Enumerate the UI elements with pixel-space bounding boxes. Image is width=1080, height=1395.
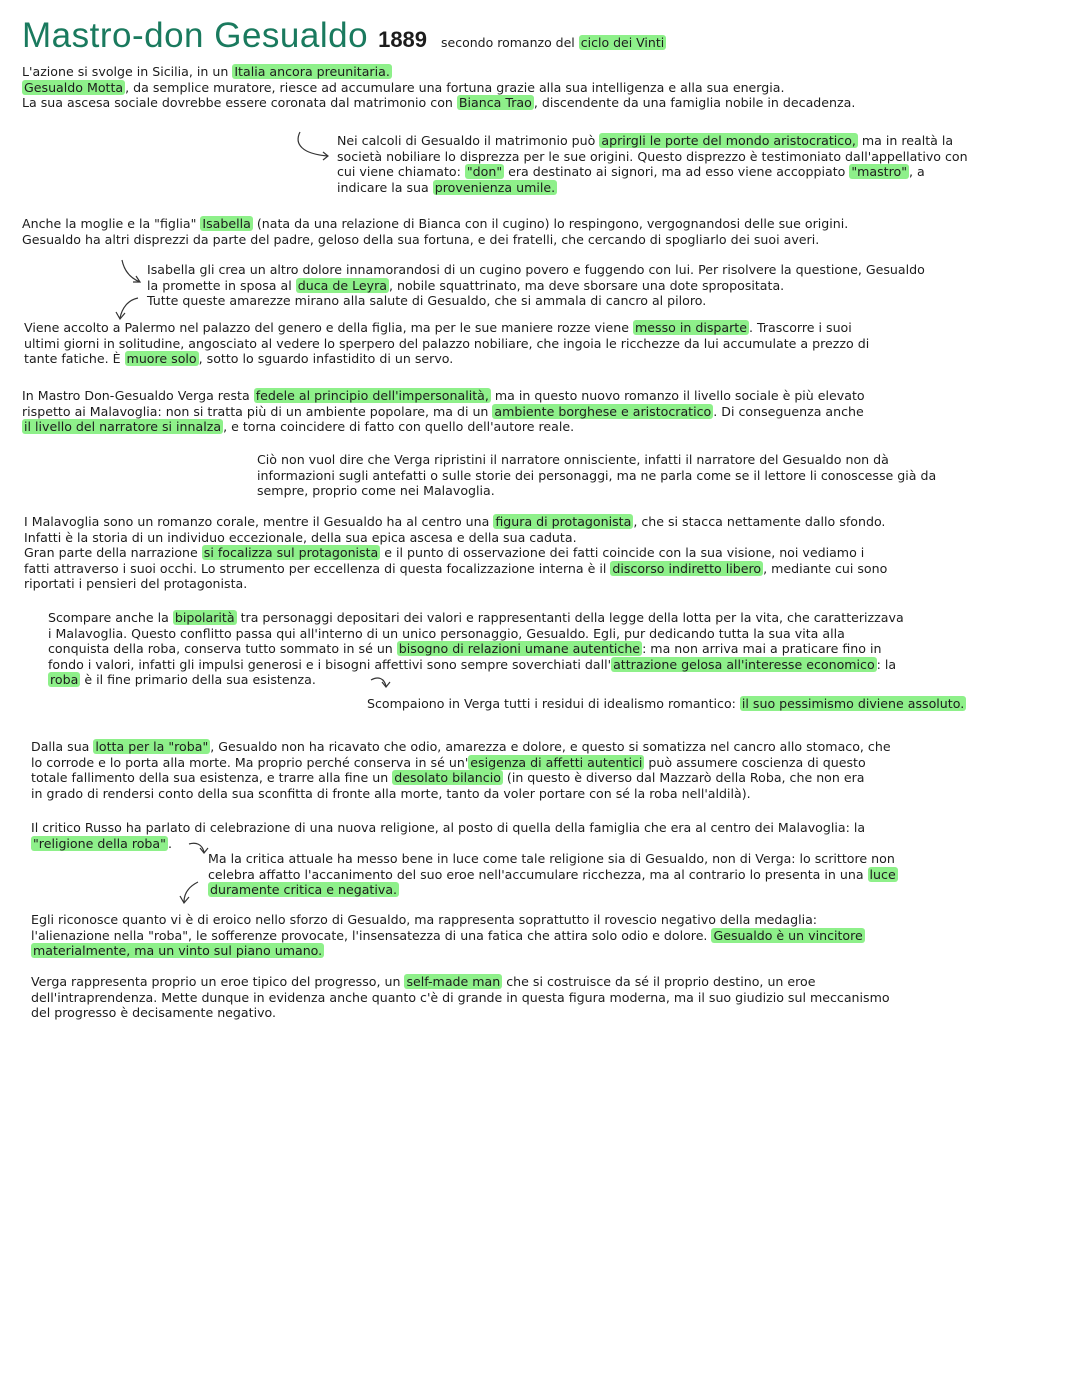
text-run: era destinato ai signori, ma ad esso viene accoppiato <box>504 164 850 180</box>
text-line <box>208 851 898 867</box>
highlight: bipolarità <box>174 610 235 625</box>
text-line <box>257 483 936 499</box>
text-line <box>147 293 925 309</box>
text-run: Egli riconosce quanto vi è di eroico nello sforzo di Gesualdo, ma rappresenta soprattutto il rovescio negativo della medaglia: <box>31 912 818 927</box>
highlight: luce <box>869 866 896 882</box>
highlight: Isabella <box>202 216 251 231</box>
text-run: Nei calcoli di Gesualdo il matrimonio può <box>337 133 600 148</box>
highlight: aprirgli le porte del mondo aristocratico, <box>601 133 856 148</box>
text-run: , nobile squattrinato, ma deve sborsare una dote spropositata. <box>388 277 785 293</box>
paragraph-famiglia <box>22 216 848 247</box>
arrow-icon <box>292 128 332 168</box>
paragraph-progresso <box>31 974 890 1021</box>
text-run: ma in questo nuovo romanzo il livello sociale è più elevato <box>490 388 865 403</box>
text-run: . Trascorre i suoi <box>748 320 852 335</box>
paragraph-lotta-roba <box>31 739 891 801</box>
text-run: l'alienazione nella "roba", le sofferenze provocate, l'insensatezza di una fatica che attira solo odio e dolore. <box>31 927 712 943</box>
text-run: società nobiliare lo disprezza per le sue origini. Questo disprezzo è testimoniato dall'appellativo con <box>337 148 968 164</box>
text-run: Ciò non vuol dire che Verga ripristini il narratore onnisciente, infatti il narratore del Gesualdo non dà <box>257 452 889 467</box>
text-run: fatti attraverso i suoi occhi. Lo strumento per eccellenza di questa focalizzazione interna è il <box>24 560 611 576</box>
text-line <box>31 943 865 959</box>
text-run: ultimi giorni in solitudine, angosciato al vedere lo sperpero del palazzo nobiliare, che ingoia le ricchezze da lui accumulate a prezzo di <box>24 335 870 351</box>
text-run: indicare la sua <box>337 179 433 195</box>
text-run: , che si stacca nettamente dallo sfondo. <box>633 514 886 529</box>
highlight: discorso indiretto libero <box>612 560 762 576</box>
highlight: esigenza di affetti autentici <box>470 754 643 770</box>
text-line <box>48 626 904 642</box>
text-run: Gran parte della narrazione <box>24 545 202 561</box>
text-run: Gesualdo ha altri disprezzi da parte del padre, geloso della sua fortuna, e dei fratelli, che cercando di spogliarlo dei suoi averi. <box>22 231 820 247</box>
highlight: "religione della roba" <box>33 835 166 851</box>
text-line <box>48 610 904 626</box>
text-line <box>31 739 891 755</box>
text-run: i Malavoglia. Questo conflitto passa qui all'interno di un unico personaggio, Gesualdo. Egli, pur dedicando tutta la sua vita alla <box>48 625 845 641</box>
highlight: ciclo dei Vinti <box>580 35 665 50</box>
highlight: "don" <box>466 164 503 180</box>
text-line <box>22 388 865 404</box>
text-run: riportati i pensieri del protagonista. <box>24 576 248 592</box>
highlight: desolato bilancio <box>394 770 501 786</box>
text-line <box>337 133 968 149</box>
text-line <box>31 912 865 928</box>
text-run: è il fine primario della sua esistenza. <box>80 672 316 688</box>
text-run: Infatti è la storia di un individuo eccezionale, della sua epica ascesa e della sua caduta. <box>24 529 577 545</box>
text-run: Verga rappresenta proprio un eroe tipico del progresso, un <box>31 974 405 989</box>
paragraph-bipolarita <box>48 610 904 688</box>
paragraph-eroismo <box>31 912 865 959</box>
text-line <box>48 657 904 673</box>
text-line <box>24 336 869 352</box>
year-label: 1889 <box>378 27 428 52</box>
highlight: Italia ancora preunitaria. <box>234 64 390 79</box>
text-run: In Mastro Don-Gesualdo Verga resta <box>22 388 254 403</box>
text-line <box>208 867 898 883</box>
text-run: , e torna coincidere di fatto con quello dell'autore reale. <box>223 419 575 435</box>
paragraph-russo <box>31 820 865 851</box>
text-run: ma in realtà la <box>857 133 954 148</box>
text-line <box>31 974 890 990</box>
text-run: , Gesualdo non ha ricavato che odio, amarezza e dolore, e questo si somatizza nel cancro allo stomaco, che <box>210 739 891 754</box>
text-run: può assumere coscienza di questo <box>644 754 866 770</box>
highlight: muore solo <box>126 351 197 367</box>
text-run: informazioni sugli antefatti o sulle storie dei personaggi, ma ne parla come se il lettore li conoscesse già da <box>257 467 937 483</box>
text-run: Anche la moglie e la "figlia" <box>22 216 201 231</box>
highlight: "mastro" <box>851 164 908 180</box>
highlight: attrazione gelosa all'interesse economico <box>613 656 875 672</box>
text-run: Viene accolto a Palermo nel palazzo del genero e della figlia, ma per le sue maniere rozze viene <box>24 320 633 335</box>
text-run: tra personaggi depositari dei valori e rappresentanti della legge della lotta per la vita, che caratterizzava <box>236 610 904 625</box>
paragraph-palermo <box>24 320 869 367</box>
highlight: il suo pessimismo diviene assoluto. <box>741 696 965 711</box>
text-run: . Di conseguenza anche <box>713 403 864 419</box>
text-run: , discendente da una famiglia nobile in decadenza. <box>533 95 856 111</box>
highlight: roba <box>50 672 79 688</box>
text-line <box>22 95 855 111</box>
text-run: che si costruisce da sé il proprio destino, un eroe <box>502 974 816 989</box>
text-line <box>22 216 848 232</box>
text-run: Scompare anche la <box>48 610 173 625</box>
text-line <box>31 820 865 836</box>
text-line <box>367 696 966 712</box>
text-run: in grado di rendersi conto della sua sconfitta di fronte alla morte, tanto da voler portare con sé la roba nell'aldilà). <box>31 785 751 801</box>
highlight: si focalizza sul protagonista <box>203 545 379 561</box>
text-line <box>31 770 891 786</box>
paragraph-intro <box>22 64 855 111</box>
text-line <box>48 672 904 688</box>
arrow-icon <box>114 256 144 290</box>
highlight: figura di protagonista <box>495 514 632 529</box>
highlight: self-made man <box>406 974 501 989</box>
text-run: sempre, proprio come nei Malavoglia. <box>257 483 495 499</box>
text-line <box>31 836 865 852</box>
text-run: e il punto di osservazione dei fatti coincide con la sua visione, noi vediamo i <box>380 545 865 561</box>
paragraph-impersonalita <box>22 388 865 435</box>
text-run: la promette in sposa al <box>147 277 296 293</box>
text-run: Il critico Russo ha parlato di celebrazione di una nuova religione, al posto di quella della famiglia che era al centro dei Malavoglia: la <box>31 820 866 835</box>
text-line <box>257 452 936 468</box>
text-run: Ma la critica attuale ha messo bene in luce come tale religione sia di Gesualdo, non di Verga: lo scrittore non <box>208 851 895 866</box>
text-run: I Malavoglia sono un romanzo corale, mentre il Gesualdo ha al centro una <box>24 514 494 529</box>
arrow-icon <box>368 672 394 692</box>
text-line <box>31 755 891 771</box>
highlight: Bianca Trao <box>458 95 532 111</box>
highlight: Gesualdo Motta <box>24 79 124 95</box>
paragraph-matrimonio <box>337 133 968 195</box>
text-run: (nata da una relazione di Bianca con il cugino) lo respingono, vergognandosi delle sue origini. <box>252 216 849 231</box>
text-line <box>22 64 855 80</box>
highlight: il livello del narratore si innalza <box>24 419 222 435</box>
page-title: Mastro-don Gesualdo <box>22 16 369 55</box>
text-line <box>31 1005 890 1021</box>
text-run: , da semplice muratore, riesce ad accumulare una fortuna grazie alla sua intelligenza e alla sua energia. <box>125 79 785 95</box>
text-line <box>22 232 848 248</box>
text-run: (in questo è diverso dal Mazzarò della Roba, che non era <box>502 770 865 786</box>
text-run: totale fallimento della sua esistenza, e trarre alla fine un <box>31 770 393 786</box>
paragraph-protagonista <box>24 514 887 592</box>
text-line <box>24 576 887 592</box>
text-line <box>24 514 887 530</box>
header <box>22 16 666 56</box>
text-run: lo corrode e lo porta alla morte. Ma proprio perché conserva in sé un' <box>31 754 469 770</box>
text-line <box>24 561 887 577</box>
text-run: . <box>167 835 172 851</box>
highlight: bisogno di relazioni umane autentiche <box>398 641 641 657</box>
highlight: messo in disparte <box>635 320 747 335</box>
text-line <box>48 641 904 657</box>
text-run: Tutte queste amarezze mirano alla salute di Gesualdo, che si ammala di cancro al piloro. <box>147 293 707 309</box>
text-run: Dalla sua <box>31 739 94 754</box>
text-run: fondo i valori, infatti gli impulsi generosi e i bisogni affettivi sono sempre soverchiati dall' <box>48 656 612 672</box>
text-run: Isabella gli crea un altro dolore innamorandosi di un cugino povero e fuggendo con lui. Per risolvere la questione, Gesualdo <box>147 262 925 277</box>
text-run: rispetto ai Malavoglia: non si tratta più di un ambiente popolare, ma di un <box>22 403 493 419</box>
text-run: cui viene chiamato: <box>337 164 465 180</box>
text-run: , mediante cui sono <box>763 560 888 576</box>
highlight: ambiente borghese e aristocratico <box>494 403 712 419</box>
text-line <box>31 928 865 944</box>
highlight: provenienza umile. <box>434 179 556 195</box>
text-line <box>31 786 891 802</box>
text-run: , a <box>909 164 925 180</box>
text-run: tante fatiche. È <box>24 351 125 367</box>
text-line <box>147 262 925 278</box>
text-line <box>24 530 887 546</box>
text-line <box>208 882 898 898</box>
paragraph-isabella <box>147 262 925 309</box>
text-run: , sotto lo sguardo infastidito di un servo. <box>198 351 454 367</box>
text-run: L'azione si svolge in Sicilia, in un <box>22 64 233 79</box>
text-run: Scompaiono in Verga tutti i residui di idealismo romantico: <box>367 696 740 711</box>
paragraph-narratore <box>257 452 936 499</box>
text-line <box>337 164 968 180</box>
highlight: duca de Leyra <box>297 277 387 293</box>
text-line <box>22 80 855 96</box>
text-run: celebra affatto l'accanimento del suo eroe nell'accumulare ricchezza, ma al contrario lo presenta in una <box>208 866 868 882</box>
text-line <box>24 320 869 336</box>
text-line <box>22 404 865 420</box>
subtitle <box>441 35 666 50</box>
text-line <box>337 180 968 196</box>
highlight: Gesualdo è un vincitore <box>713 927 863 943</box>
text-line <box>147 278 925 294</box>
highlight: fedele al principio dell'impersonalità, <box>255 388 489 403</box>
text-line <box>257 468 936 484</box>
text-run: La sua ascesa sociale dovrebbe essere coronata dal matrimonio con <box>22 95 457 111</box>
arrow-icon <box>176 878 202 908</box>
text-line <box>22 419 865 435</box>
text-line <box>337 149 968 165</box>
text-run: : la <box>876 656 897 672</box>
text-line <box>24 351 869 367</box>
text-run: conquista della roba, conserva tutto sommato in sé un <box>48 641 397 657</box>
highlight: lotta per la "roba" <box>95 739 209 754</box>
text-line <box>24 545 887 561</box>
text-run: : ma non arriva mai a praticare fino in <box>642 641 882 657</box>
text-run: dell'intraprendenza. Mette dunque in evidenza anche quanto c'è di grande in questa figura moderna, ma il suo giudizio sul meccanismo <box>31 989 890 1005</box>
subtitle-text: secondo romanzo del <box>441 35 579 50</box>
paragraph-critica <box>208 851 898 898</box>
highlight: materialmente, ma un vinto sul piano umano. <box>33 943 323 959</box>
highlight: duramente critica e negativa. <box>210 882 398 898</box>
paragraph-pessimismo <box>367 696 966 712</box>
text-run: del progresso è decisamente negativo. <box>31 1005 277 1021</box>
text-line <box>31 990 890 1006</box>
